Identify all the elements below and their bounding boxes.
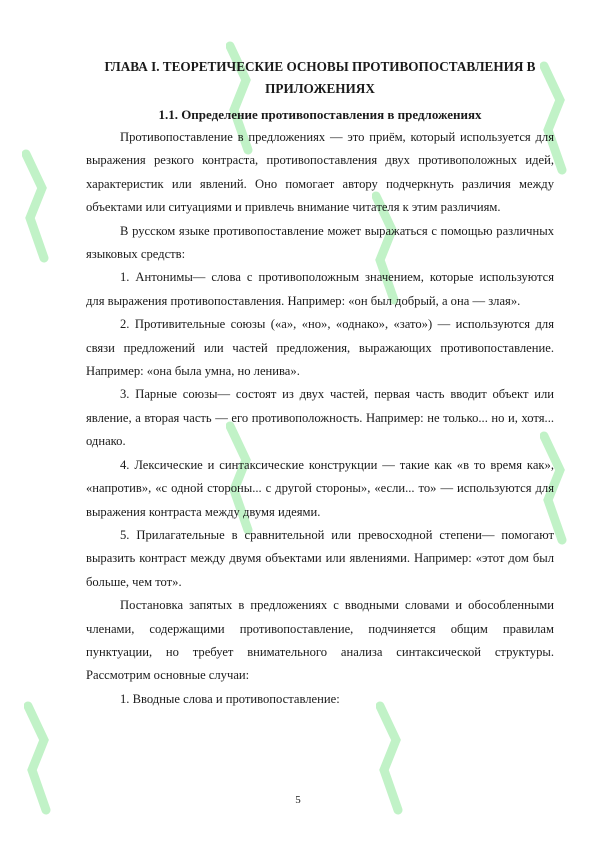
paragraph: Противопоставление в предложениях — это приём, который используется для выражения резкого контраста, противопоставления двух противоположных идей, характеристик или явлений. Оно помогает автору подчеркнуть различия между объектами или ситуациями и привлечь внимание читателя к этим различиям. — [86, 130, 554, 215]
paragraph: В русском языке противопоставление может выражаться с помощью различных языковых средств: — [86, 223, 554, 262]
paragraph: 2. Противительные союзы («а», «но», «однако», «зато») — используются для связи предложений или частей предложения, выражающих противопоставление. Например: «она была умна, но ленива». — [86, 317, 554, 379]
paragraph: Постановка запятых в предложениях с вводными словами и обособленными членами, содержащими противопоставление, подчиняется общим правилам пунктуации, но требует внимательного анализа синтаксической структуры. Рассмотрим основные случаи: — [86, 598, 554, 683]
chapter-title: ГЛАВА I. ТЕОРЕТИЧЕСКИЕ ОСНОВЫ ПРОТИВОПОСТАВЛЕНИЯ В ПРИЛОЖЕНИЯХ — [104, 59, 536, 96]
section-title: 1.1. Определение противопоставления в предложениях — [158, 107, 482, 122]
document-body — [86, 56, 554, 711]
paragraph: 3. Парные союзы— состоят из двух частей, первая часть вводит объект или явление, а вторая часть — его противоположность. Например: не только... но и, хотя... однако. — [86, 387, 554, 449]
page-number: 5 — [295, 794, 301, 806]
paragraph: 1. Антонимы— слова с противоположным значением, которые используются для выражения противопоставления. Например: «он был добрый, а она — злая». — [86, 270, 554, 308]
paragraph: 1. Вводные слова и противопоставление: — [120, 691, 340, 706]
paragraph: 5. Прилагательные в сравнительной или превосходной степени— помогают выразить контраст между двумя объектами или явлениями. Например: «этот дом был больше, чем тот». — [86, 527, 554, 589]
watermark-mark — [22, 148, 50, 268]
paragraph: 4. Лексические и синтаксические конструкции — такие как «в то время как», «напротив», «с одной стороны... с другой стороны», «если... то» — используются для выражения контраста между двумя идеями. — [86, 457, 554, 519]
